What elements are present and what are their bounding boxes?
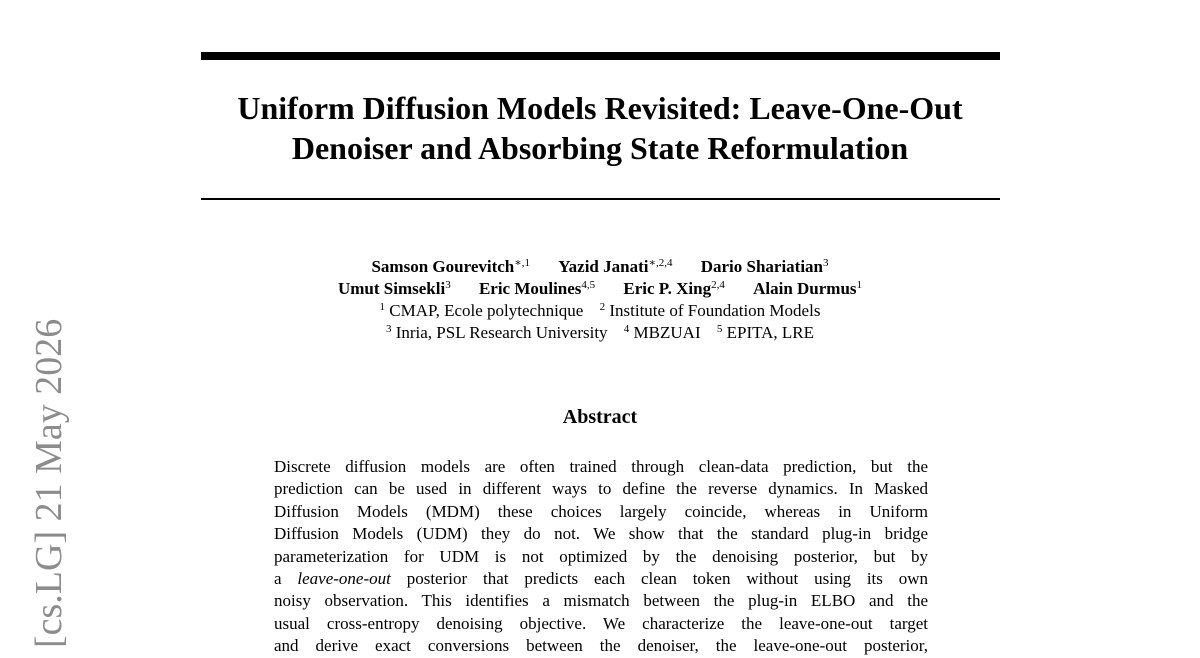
affiliation-number: 4 [623,323,630,335]
abstract-line: Discrete diffusion models are often trained through clean-data prediction, but the [274,457,928,476]
abstract-line-prefix: a [274,569,282,589]
author-affiliation-marker: 3 [445,279,451,291]
abstract-line: and derive exact conversions between the denoiser, the leave-one-out posterior, [274,636,928,656]
author-affiliation-marker: ∗,2,4 [648,257,673,269]
abstract-line: prediction can be used in different ways to define the reverse dynamics. In Masked [274,479,928,499]
affiliation-line-2 [200,322,1000,344]
author-line-1 [200,256,1000,278]
author-name: Eric P. Xing [623,279,712,298]
author-line-2 [200,278,1000,300]
author-name: Umut Simsekli [337,279,446,298]
abstract-line: usual cross-entropy denoising objective. We characterize the leave-one-out target [274,613,928,633]
paper-title [150,88,1050,168]
affiliation-number: 1 [379,301,386,313]
abstract-line: noisy observation. This identifies a mismatch between the plug-in ELBO and the [274,591,928,611]
affiliation-number: 2 [599,301,606,313]
abstract-line-rest: posterior that predicts each clean token without using its own [406,569,929,589]
affiliation-number: 3 [385,323,392,335]
title-line-2: Denoiser and Absorbing State Reformulation [291,130,909,166]
author-name: Eric Moulines [478,279,582,298]
author-affiliation-marker: 2,4 [711,279,725,291]
abstract-line: Diffusion Models (UDM) they do not. We show that the standard plug-in bridge [274,524,928,544]
abstract-line: parameterization for UDM is not optimized by the denoising posterior, but by [274,546,928,566]
author-affiliation-marker: 1 [856,279,863,291]
affiliation-text: Institute of Foundation Models [609,301,821,320]
author-name: Samson Gourevitch [371,257,515,276]
title-top-rule [201,52,1000,60]
affiliation-number: 5 [716,323,723,335]
author-name: Yazid Janati [558,257,649,276]
affiliation-text: Inria, PSL Research University [395,323,608,342]
abstract-emphasis: leave-one-out [297,569,391,589]
affiliation-line-1 [200,300,1000,322]
author-affiliation-marker: 3 [823,257,829,269]
author-name: Dario Shariatian [700,257,824,276]
affiliation-text: MBZUAI [633,323,701,342]
abstract-heading: Abstract [562,406,638,428]
author-block [200,256,1000,344]
abstract-body [274,456,928,658]
author-affiliation-marker: 4,5 [581,279,596,291]
arxiv-margin-stamp: [cs.LG] 21 May 2026 [28,318,70,648]
author-name: Alain Durmus [753,279,857,298]
title-line-1: Uniform Diffusion Models Revisited: Leave-One-Out [237,90,963,126]
affiliation-text: EPITA, LRE [726,323,815,342]
author-affiliation-marker: ∗,1 [514,257,530,269]
title-bottom-rule [201,198,1000,200]
abstract-line: Diffusion Models (MDM) these choices largely coincide, whereas in Uniform [274,501,928,521]
abstract-line-emphasis [274,568,928,590]
affiliation-text: CMAP, Ecole polytechnique [389,301,584,320]
